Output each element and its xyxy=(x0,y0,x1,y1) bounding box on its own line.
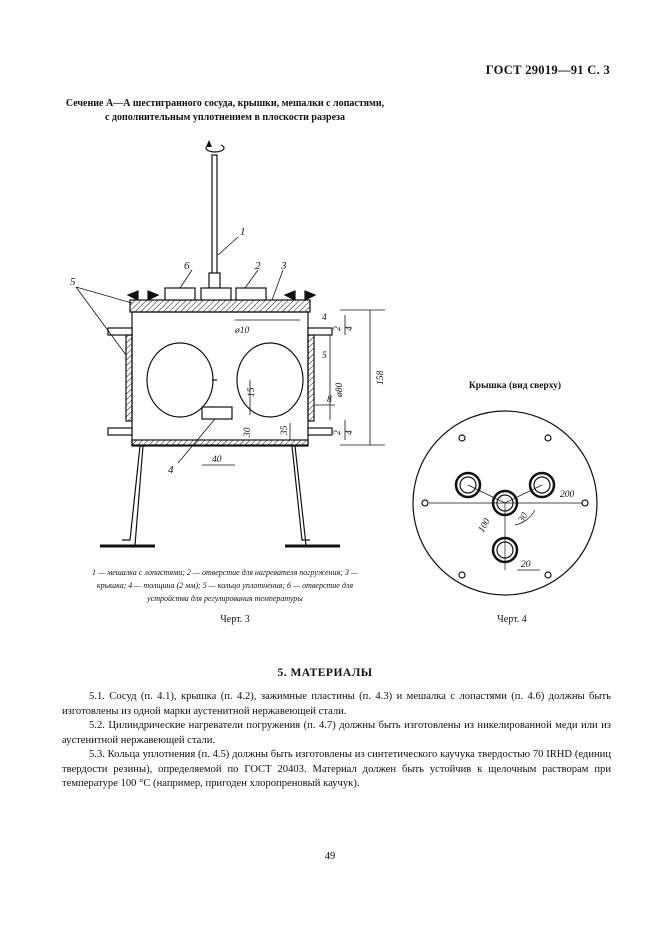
dim-label: 2 xyxy=(333,326,343,331)
stirrer-shaft xyxy=(212,155,217,275)
bolt-hole xyxy=(422,500,428,506)
dim-label: 8 xyxy=(327,395,332,405)
figure-3-title-line-1: Сечение А—А шестигранного сосуда, крышки, мешалки с лопастями, xyxy=(65,98,385,109)
dim-label: 30 xyxy=(516,511,531,525)
bolt-hole xyxy=(545,435,551,441)
paddle-left xyxy=(147,343,213,417)
bolt-hole xyxy=(545,572,551,578)
stirrer-blade-base xyxy=(202,407,232,419)
lid xyxy=(130,300,310,312)
dim-label: 4 xyxy=(345,326,355,331)
paragraph-5-2: 5.2. Цилиндрические нагреватели погружения (п. 4.7) должны быть изготовлены из никелированной меди или из аустенитной нержавеющей стали. xyxy=(62,720,611,746)
dim-label: 4 xyxy=(345,430,355,435)
dim-label: 30 xyxy=(243,427,253,437)
paddle-right xyxy=(237,343,303,417)
callout-2: 2 xyxy=(255,260,261,272)
callout-3: 3 xyxy=(281,260,287,272)
figure-3-title-line-2: с дополнительным уплотнением в плоскости разреза xyxy=(104,112,346,123)
callout-4: 4 xyxy=(168,464,174,476)
callout-1: 1 xyxy=(240,226,246,238)
callout-6: 6 xyxy=(184,260,190,272)
dim-label: ø10 xyxy=(235,326,250,336)
figure-3-drawing xyxy=(40,135,410,560)
dim-label: 5 xyxy=(322,351,327,361)
dim-label: 15 xyxy=(247,387,257,397)
dim-label: 20 xyxy=(521,560,531,570)
dim-label: 4 xyxy=(322,313,327,323)
page-number: 49 xyxy=(324,851,336,862)
legend-line-1: 1 — мешалка с лопастями; 2 — отверстие для нагревателя погружения; 3 — xyxy=(91,568,359,577)
figure-3-caption: Черт. 3 xyxy=(220,614,250,625)
figure-4-drawing xyxy=(405,405,615,610)
paragraph-5-3: 5.3. Кольца уплотнения (п. 4.5) должны быть изготовлены из синтетического каучука твердостью 70 IRHD (единиц твердости резины), определяемой по ГОСТ 20403. Материал должен быть устойчив к щелочным растворам при температуре 100 °С (например, пригоден хлоропреновый каучук). xyxy=(62,749,611,789)
figure-4-caption: Черт. 4 xyxy=(497,614,527,625)
legend-line-2: крышка; 4 — толщина (2 мм); 5 — кольцо уплотнения; 6 — отверстие для xyxy=(96,581,354,590)
dim-label: ø80 xyxy=(335,382,345,397)
section-heading: 5. МАТЕРИАЛЫ xyxy=(277,667,373,679)
bolt-hole xyxy=(459,572,465,578)
callout-5: 5 xyxy=(70,276,76,288)
dim-label: 158 xyxy=(376,370,386,385)
figure-3-title xyxy=(40,97,410,125)
dim-label: 2 xyxy=(333,430,343,435)
paragraph-5-1: 5.1. Сосуд (п. 4.1), крышка (п. 4.2), зажимные пластины (п. 4.3) и мешалка с лопастями (п. 4.6) должны быть изготовлены из одной марки аустенитной нержавеющей стали. xyxy=(62,691,611,717)
legend-line-3: устройства для регулирования температуры xyxy=(147,594,303,603)
bolt-hole xyxy=(459,435,465,441)
figure-4-title: Крышка (вид сверху) xyxy=(468,381,562,391)
dim-label: 200 xyxy=(560,490,575,500)
document-header: ГОСТ 29019—91 С. 3 xyxy=(485,63,610,77)
dim-label: 35 xyxy=(280,425,290,435)
dim-label: 100 xyxy=(476,517,493,535)
figure-3-legend xyxy=(60,566,390,605)
dim-label: 40 xyxy=(212,455,222,465)
vessel-body xyxy=(132,312,308,445)
